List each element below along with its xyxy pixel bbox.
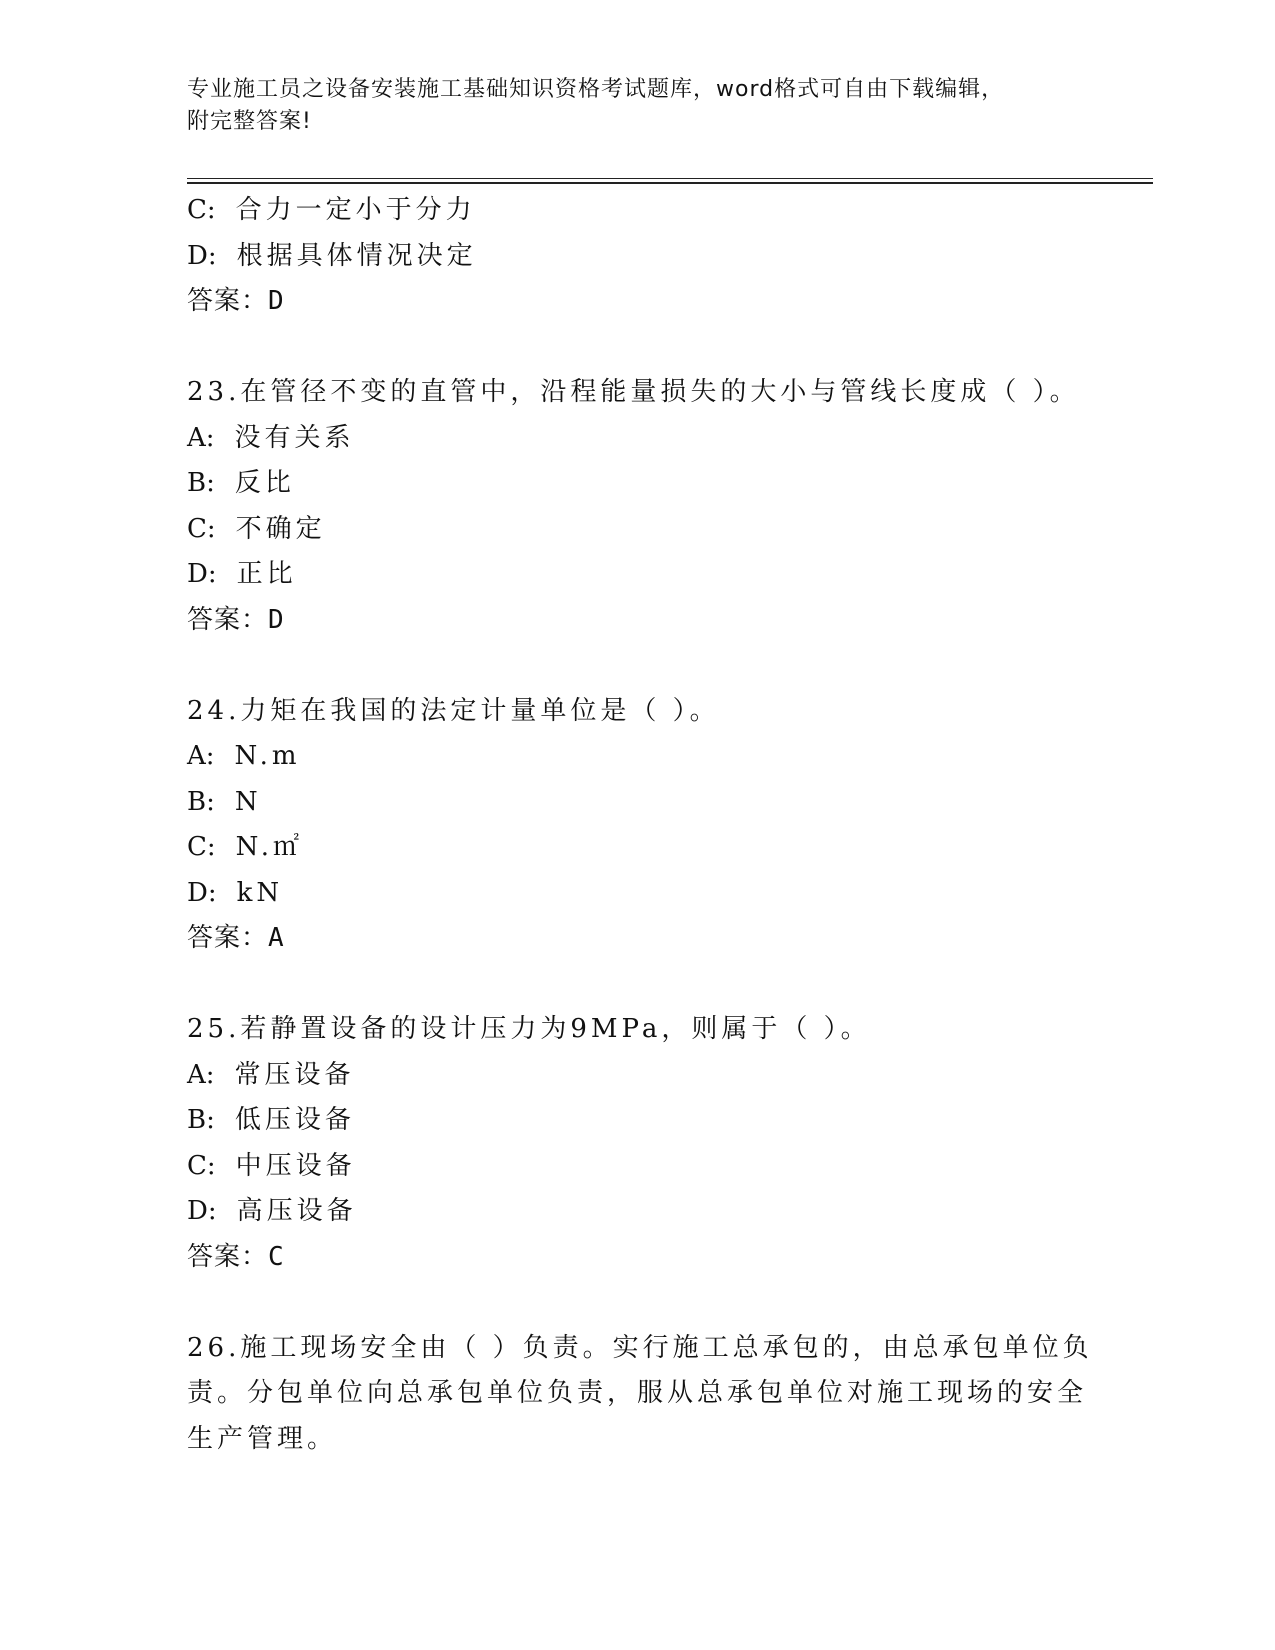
question-stem-line-1: 26.施工现场安全由（ ）负责。实行施工总承包的，由总承包单位负 [187,1332,1093,1363]
option-key: D: [187,1196,217,1226]
option-text: 常压设备 [234,1059,355,1090]
option-a [187,734,1087,780]
option-key: A: [187,1059,215,1090]
option-d [187,234,1087,280]
answer-label: 答案： [187,923,269,953]
option-key: B: [187,1105,215,1135]
option-key: D: [187,240,217,271]
answer-label: 答案： [187,286,269,316]
option-text: N.㎡ [235,832,304,862]
question-stem: 25.若静置设备的设计压力为9MPa，则属于（ ）。 [187,1014,871,1044]
option-text: 反比 [234,468,295,498]
answer-line [187,1235,1087,1281]
option-text: 正比 [236,559,297,589]
option-text: 没有关系 [234,422,355,453]
answer-line [187,279,1087,325]
question-25 [187,1007,1087,1280]
question-stem-line-3: 生产管理。 [187,1423,338,1454]
option-key: D: [187,877,217,908]
header-line-2: 附完整答案! [187,109,312,134]
answer-line [187,598,1087,644]
answer-label: 答案： [187,604,269,635]
option-c [187,507,1087,553]
option-c [187,188,1087,234]
question-list [187,188,1093,1462]
option-a [187,416,1087,462]
option-text: 根据具体情况决定 [236,240,477,271]
option-text: 高压设备 [236,1196,357,1226]
answer-value: C [268,1241,285,1272]
option-key: C: [187,513,216,544]
option-b [187,780,1087,826]
answer-line [187,916,1087,962]
option-d [187,1189,1087,1235]
question-stem: 24.力矩在我国的法定计量单位是（ ）。 [187,695,720,726]
question-fragment [187,188,1087,325]
option-d [187,871,1087,917]
option-key: D: [187,559,217,589]
option-text: N.m [234,741,301,771]
question-26 [187,1326,1093,1463]
option-text: kN [236,877,284,908]
answer-value: A [268,923,285,953]
option-key: A: [187,422,215,453]
option-a [187,1053,1087,1099]
answer-label: 答案： [187,1241,269,1272]
option-key: A: [187,741,215,771]
option-d [187,552,1087,598]
option-b [187,461,1087,507]
option-text: 低压设备 [234,1105,355,1135]
option-b [187,1098,1087,1144]
option-text: 不确定 [235,513,326,544]
document-header [187,74,1087,138]
option-key: C: [187,832,216,862]
answer-value: D [268,286,285,316]
question-24 [187,689,1087,962]
header-divider-thin [187,178,1153,179]
answer-value: D [268,604,285,635]
option-text: 中压设备 [235,1150,356,1181]
option-key: B: [187,468,215,498]
option-text: 合力一定小于分力 [235,195,476,225]
option-key: C: [187,195,216,225]
header-line-1: 专业施工员之设备安装施工基础知识资格考试题库，word格式可自由下载编辑， [187,77,1005,102]
question-stem: 23.在管径不变的直管中，沿程能量损失的大小与管线长度成（ ）。 [187,377,1080,407]
question-23 [187,370,1087,643]
option-key: B: [187,786,215,817]
option-key: C: [187,1150,216,1181]
question-stem-line-2: 责。分包单位向总承包单位负责，服从总承包单位对施工现场的安全 [187,1378,1088,1408]
header-divider-thick [187,182,1153,184]
option-c [187,1144,1087,1190]
option-text: N [234,786,262,817]
option-c [187,825,1087,871]
